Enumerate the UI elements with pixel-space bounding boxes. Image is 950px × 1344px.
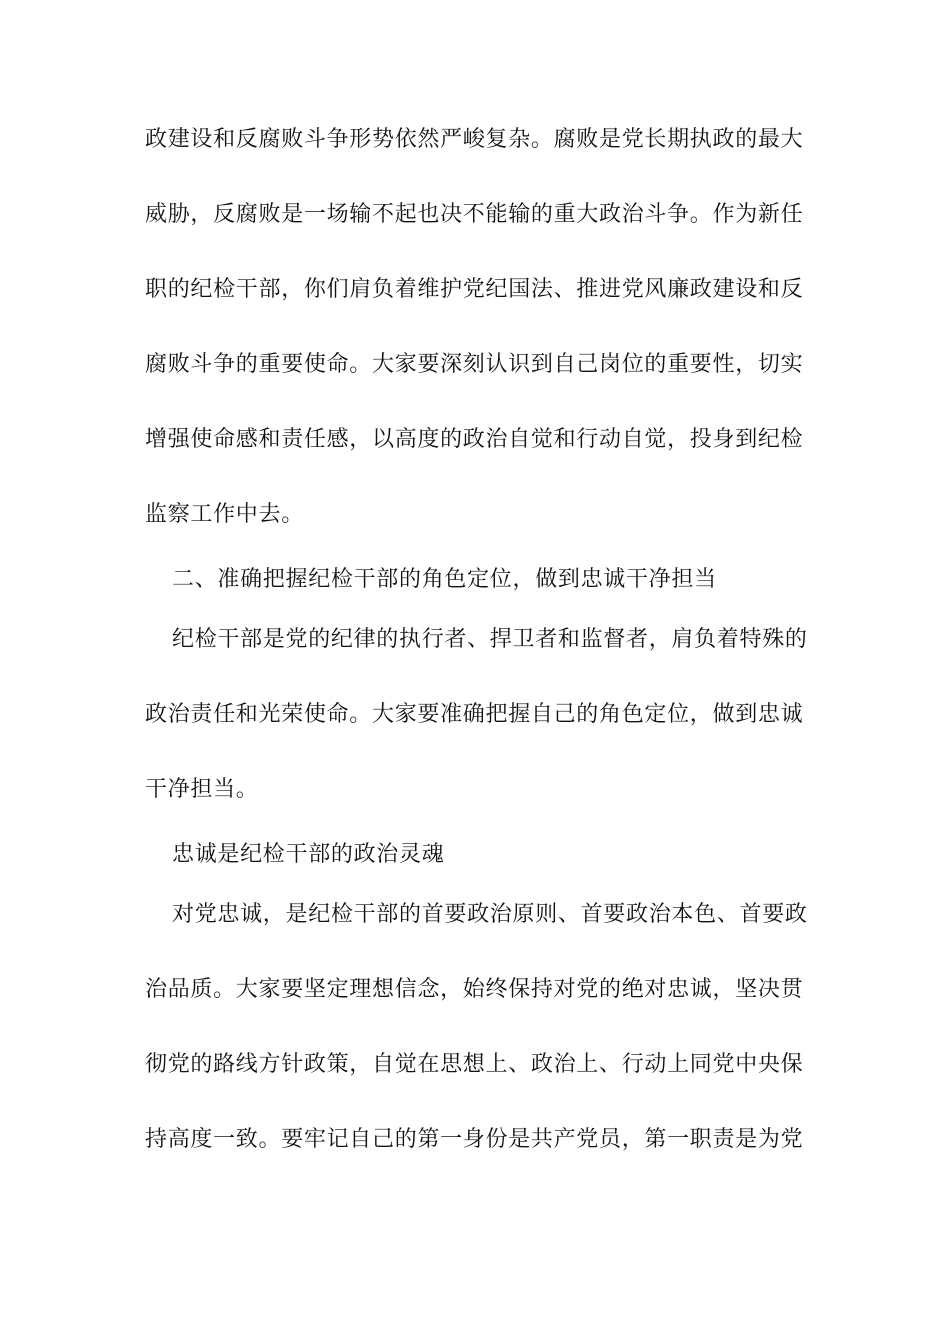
paragraph-line: 纪检干部是党的纪律的执行者、捍卫者和监督者，肩负着特殊的 [172,627,808,652]
subsection-heading: 忠诚是纪检干部的政治灵魂 [172,842,445,867]
paragraph-line: 干净担当。 [145,777,259,802]
paragraph-line: 对党忠诚，是纪检干部的首要政治原则、首要政治本色、首要政 [172,902,808,927]
paragraph-line: 治品质。大家要坚定理想信念，始终保持对党的绝对忠诚，坚决贯 [145,977,804,1002]
paragraph-line: 增强使命感和责任感，以高度的政治自觉和行动自觉，投身到纪检 [145,427,804,452]
paragraph-line: 监察工作中去。 [145,502,304,527]
paragraph-line: 腐败斗争的重要使命。大家要深刻认识到自己岗位的重要性，切实 [145,352,804,377]
paragraph-line: 彻党的路线方针政策，自觉在思想上、政治上、行动上同党中央保 [145,1052,804,1077]
paragraph-line: 政建设和反腐败斗争形势依然严峻复杂。腐败是党长期执政的最大 [145,127,804,152]
section-heading: 二、准确把握纪检干部的角色定位，做到忠诚干净担当 [172,567,717,592]
paragraph-line: 威胁，反腐败是一场输不起也决不能输的重大政治斗争。作为新任 [145,202,804,227]
paragraph-line: 政治责任和光荣使命。大家要准确把握自己的角色定位，做到忠诚 [145,702,804,727]
paragraph-line: 职的纪检干部，你们肩负着维护党纪国法、推进党风廉政建设和反 [145,277,804,302]
paragraph-line: 持高度一致。要牢记自己的第一身份是共产党员，第一职责是为党 [145,1127,804,1152]
